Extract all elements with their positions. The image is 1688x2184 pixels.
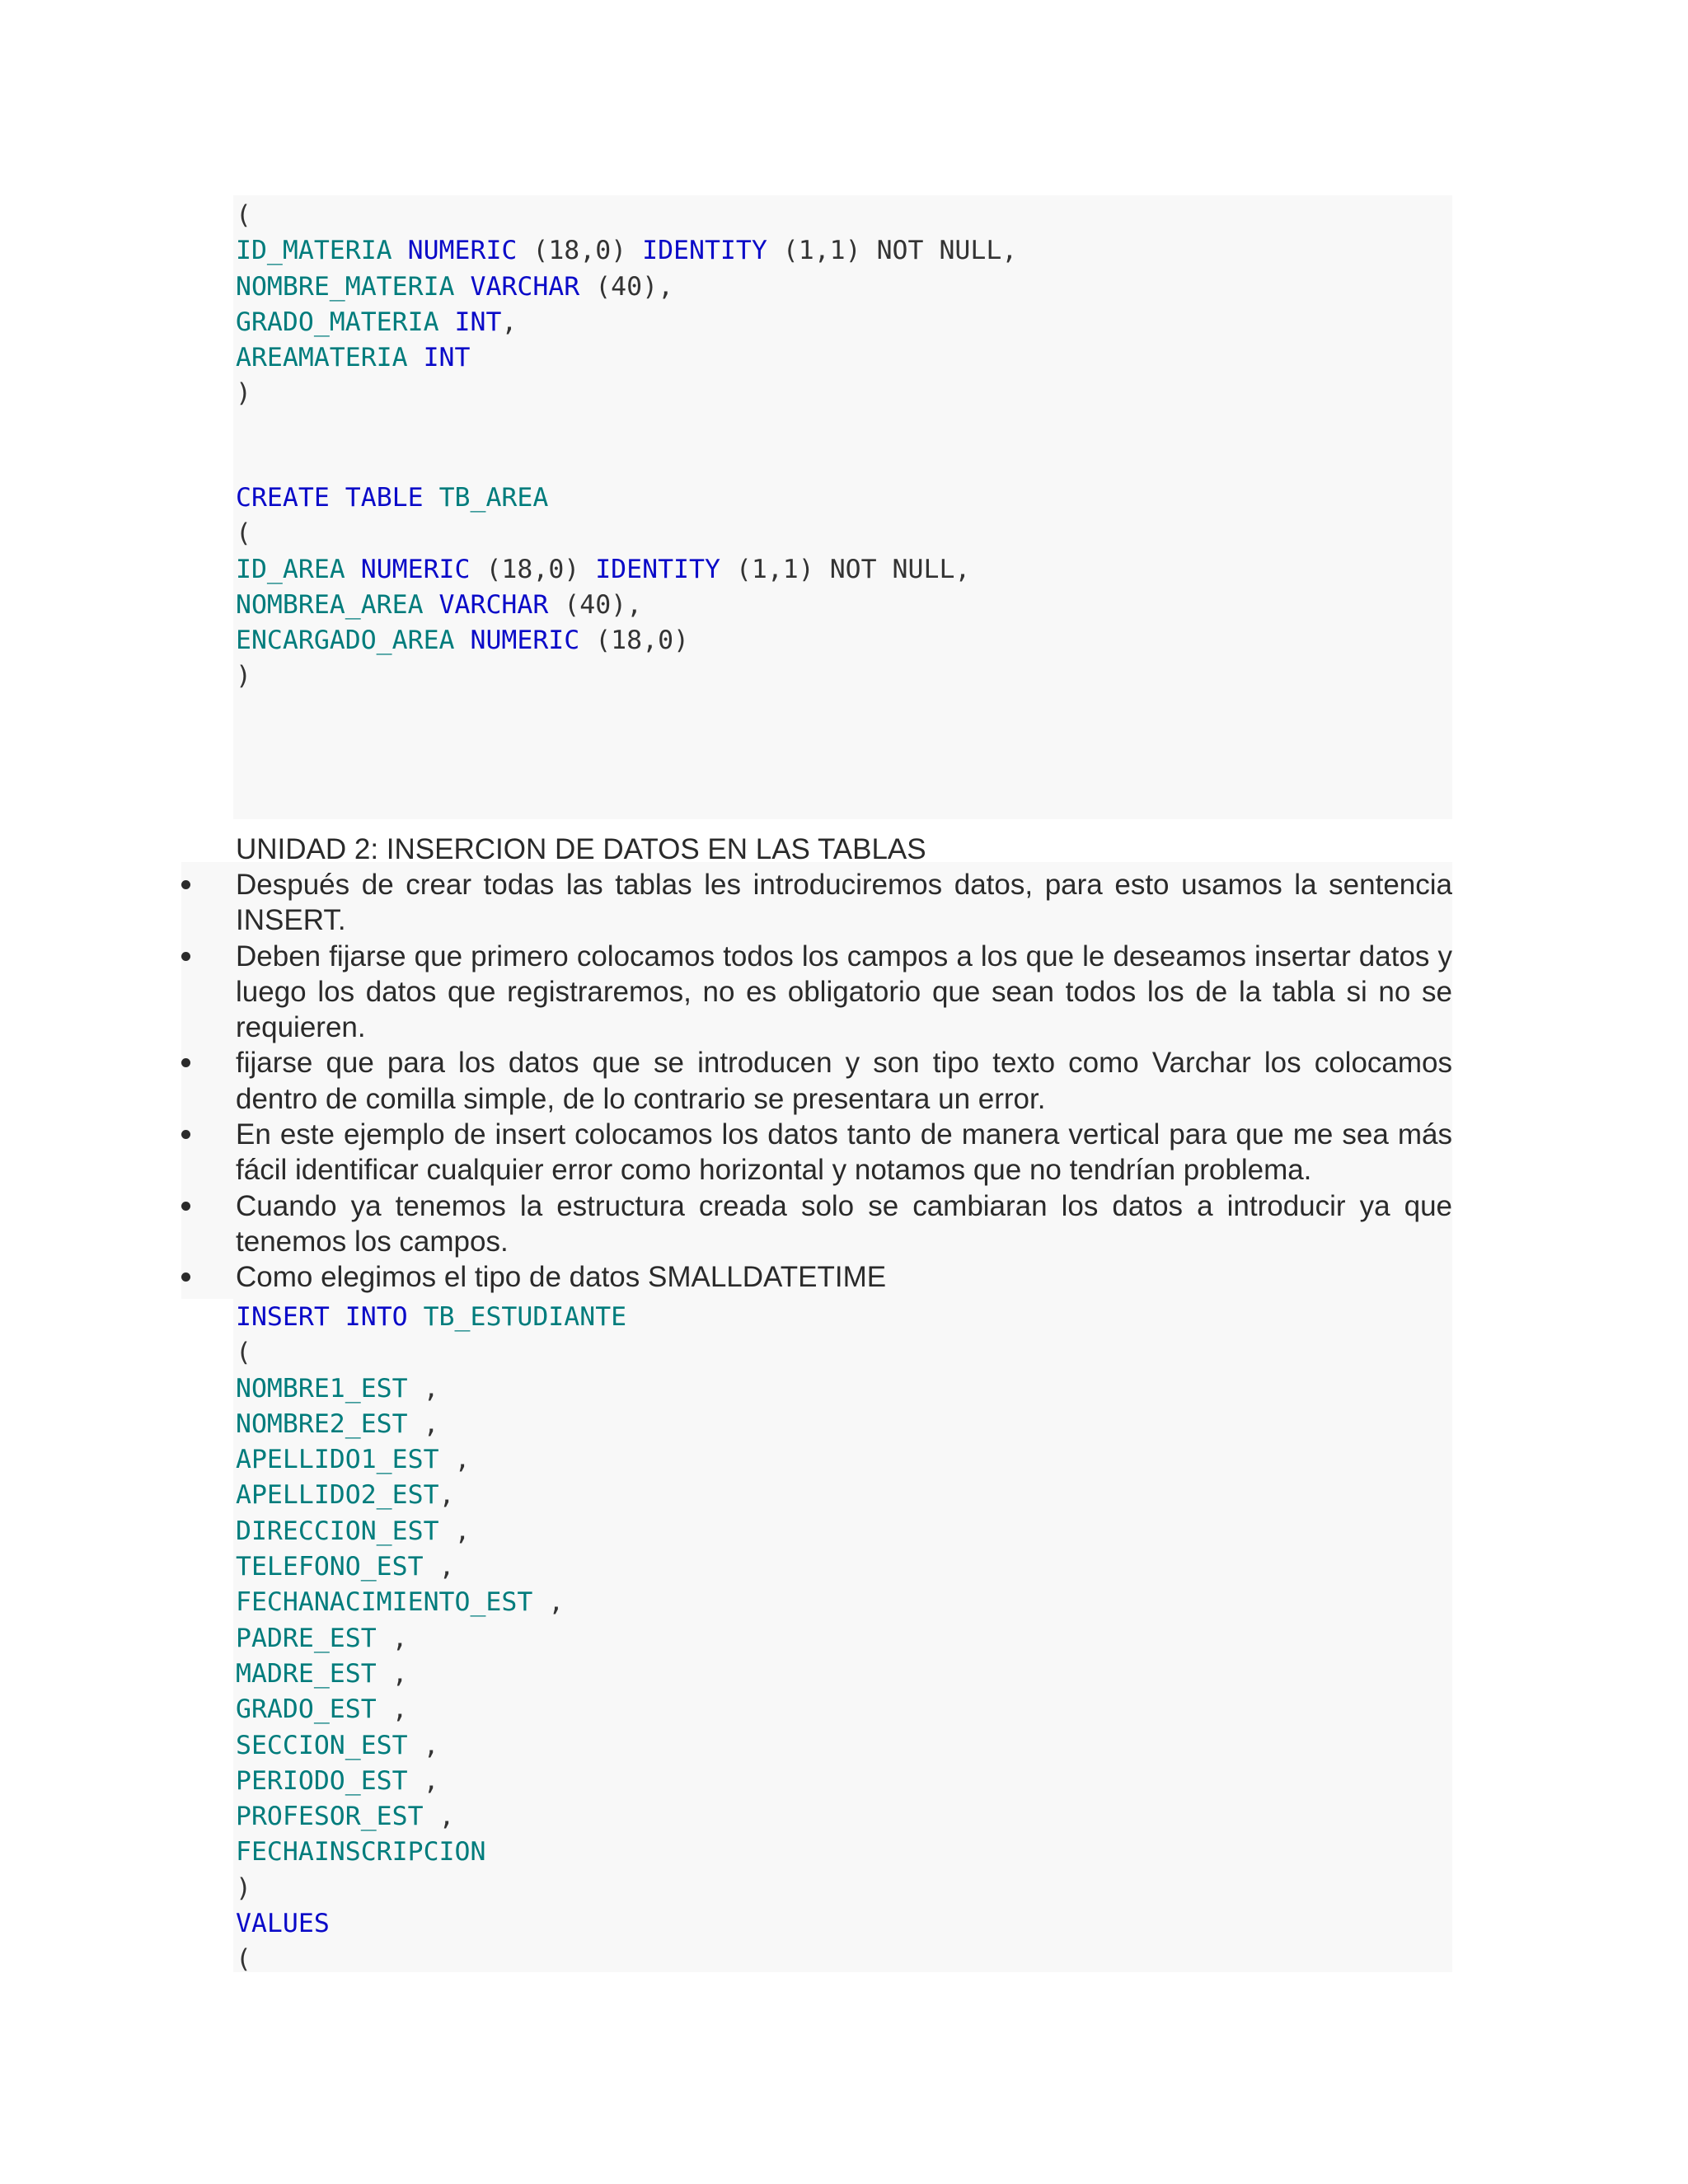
sql-keyword: NUMERIC (470, 626, 580, 656)
code-text: , (423, 1552, 455, 1582)
code-text (408, 343, 424, 373)
code-line (236, 1549, 626, 1585)
code-text: , (501, 307, 518, 337)
bullet-icon (181, 1130, 190, 1139)
code-line (236, 516, 970, 551)
code-line (236, 588, 970, 623)
sql-identifier: PERIODO_EST (236, 1765, 408, 1796)
sql-identifier: ID_AREA (236, 554, 345, 584)
sql-identifier: PADRE_EST (236, 1623, 377, 1653)
list-item (181, 1117, 1452, 1188)
code-text: , (407, 1765, 439, 1796)
sql-identifier: NOMBREA_AREA (236, 589, 424, 620)
code-text: , (438, 1480, 455, 1511)
list-item-text: fijarse que para los datos que se introducen y son tipo texto como Varchar los colocamos dentro de comilla simple, de lo contrario se presentara un error. (236, 1047, 1452, 1115)
sql-identifier: TELEFONO_EST (236, 1552, 424, 1582)
code-line (236, 233, 1017, 269)
code-text: (18,0) (517, 236, 643, 266)
code-text (439, 307, 455, 337)
code-line (236, 1478, 626, 1513)
code-line (236, 1657, 626, 1692)
code-text: (40), (548, 589, 643, 620)
bullet-icon (181, 1272, 190, 1282)
sql-identifier: MADRE_EST (236, 1658, 377, 1689)
code-line (236, 1728, 626, 1764)
code-line (236, 1442, 626, 1478)
sql-identifier: ID_MATERIA (236, 236, 392, 266)
sql-identifier: AREAMATERIA (236, 343, 408, 373)
code-line (236, 1799, 626, 1835)
list-item (181, 1045, 1452, 1117)
code-text (424, 483, 439, 513)
bullet-list (181, 867, 1452, 1296)
code-line (236, 1335, 626, 1371)
sql-keyword: INTO (345, 1302, 408, 1332)
code-text: , (407, 1730, 439, 1760)
code-line (236, 1514, 626, 1549)
code-text (330, 483, 345, 513)
code-text: , (438, 1445, 471, 1475)
code-text: , (407, 1408, 439, 1439)
list-item-text: Como elegimos el tipo de datos SMALLDATETIME (236, 1261, 887, 1294)
sql-identifier: TB_ESTUDIANTE (423, 1302, 627, 1332)
sql-identifier: APELLIDO2_EST (236, 1480, 439, 1511)
sql-identifier: FECHANACIMIENTO_EST (236, 1587, 533, 1618)
code-text: (18,0) (579, 626, 690, 656)
list-item (181, 939, 1452, 1046)
code-text (455, 626, 471, 655)
code-text (455, 272, 471, 302)
code-line (236, 198, 1017, 233)
sql-keyword: VARCHAR (470, 271, 580, 302)
sql-identifier: GRADO_MATERIA (236, 307, 439, 337)
code-line (236, 1407, 626, 1442)
code-line (236, 1300, 626, 1335)
sql-keyword: IDENTITY (642, 236, 767, 266)
sql-keyword: NUMERIC (360, 554, 471, 584)
code-text: (40), (579, 271, 674, 302)
sql-keyword: NUMERIC (407, 236, 518, 266)
code-line (236, 1371, 626, 1407)
code-line (236, 1621, 626, 1657)
code-block-create-area (236, 480, 970, 695)
code-text: (1,1) NOT NULL, (767, 236, 1018, 266)
code-text: ) (236, 378, 251, 409)
code-line (236, 1871, 626, 1906)
list-item-text: Cuando ya tenemos la estructura creada solo se cambiaran los datos a introducir ya que tenemos los campos. (236, 1189, 1452, 1258)
code-line (236, 1692, 626, 1727)
list-item (181, 1259, 1452, 1295)
sql-identifier: NOMBRE1_EST (236, 1373, 408, 1404)
sql-keyword: CREATE (236, 483, 330, 513)
sql-identifier: NOMBRE_MATERIA (236, 271, 455, 302)
sql-identifier: SECCION_EST (236, 1730, 408, 1760)
code-text (408, 1302, 424, 1332)
code-text: ) (236, 661, 251, 691)
sql-identifier: PROFESOR_EST (236, 1802, 424, 1832)
code-block-insert-estudiante (236, 1300, 626, 1978)
code-text: , (532, 1587, 565, 1618)
code-line (236, 376, 1017, 411)
bullet-icon (181, 1058, 190, 1067)
code-text (392, 236, 408, 265)
code-line (236, 340, 1017, 376)
code-line (236, 1585, 626, 1620)
sql-keyword: TABLE (345, 483, 424, 513)
bullet-icon (181, 880, 190, 889)
sql-keyword: VALUES (236, 1909, 330, 1939)
bullet-icon (181, 952, 190, 961)
sql-identifier: DIRECCION_EST (236, 1516, 439, 1546)
sql-keyword: IDENTITY (595, 554, 720, 584)
code-block-create-materia (236, 198, 1017, 412)
code-text: ( (236, 518, 251, 549)
code-text: , (423, 1802, 455, 1832)
code-line (236, 480, 970, 516)
bullet-icon (181, 1202, 190, 1211)
sql-identifier: NOMBRE2_EST (236, 1408, 408, 1439)
code-text (345, 555, 361, 584)
code-text: (1,1) NOT NULL, (720, 554, 971, 584)
code-text: ) (236, 1872, 251, 1903)
code-line (236, 1942, 626, 1977)
list-item (181, 867, 1452, 939)
sql-keyword: VARCHAR (438, 589, 549, 620)
sql-identifier: FECHAINSCRIPCION (236, 1837, 486, 1868)
sql-identifier: GRADO_EST (236, 1694, 377, 1725)
code-text: , (376, 1694, 408, 1725)
code-text: , (376, 1658, 408, 1689)
list-item (181, 1188, 1452, 1260)
code-text: , (376, 1623, 408, 1653)
code-line (236, 305, 1017, 340)
sql-identifier: APELLIDO1_EST (236, 1445, 439, 1475)
code-line (236, 1906, 626, 1942)
list-item-text: En este ejemplo de insert colocamos los datos tanto de manera vertical para que me sea más fácil identificar cualquier error como horizontal y notamos que no tendrían problema. (236, 1118, 1452, 1187)
code-line (236, 623, 970, 658)
code-text: , (407, 1373, 439, 1404)
list-item-text: Después de crear todas las tablas les introduciremos datos, para esto usamos la sentencia INSERT. (236, 869, 1452, 937)
code-text (424, 590, 439, 620)
code-text (330, 1302, 345, 1332)
sql-keyword: INT (423, 343, 471, 373)
code-line (236, 1835, 626, 1870)
code-text: , (438, 1516, 471, 1546)
code-line (236, 552, 970, 588)
sql-identifier: ENCARGADO_AREA (236, 626, 455, 656)
code-text: (18,0) (470, 554, 596, 584)
list-item-text: Deben fijarse que primero colocamos todos los campos a los que le deseamos insertar datos y luego los datos que registraremos, no es obligatorio que sean todos los de la tabla si no se requieren. (236, 940, 1452, 1044)
code-text: ( (236, 200, 251, 230)
code-text: ( (236, 1338, 251, 1368)
sql-keyword: INT (454, 307, 502, 337)
sql-keyword: INSERT (236, 1302, 330, 1332)
code-line (236, 269, 1017, 305)
sql-identifier: TB_AREA (438, 483, 549, 513)
code-line (236, 658, 970, 694)
code-text: ( (236, 1944, 251, 1975)
code-line (236, 1764, 626, 1799)
section-heading: UNIDAD 2: INSERCION DE DATOS EN LAS TABLAS (236, 833, 926, 865)
